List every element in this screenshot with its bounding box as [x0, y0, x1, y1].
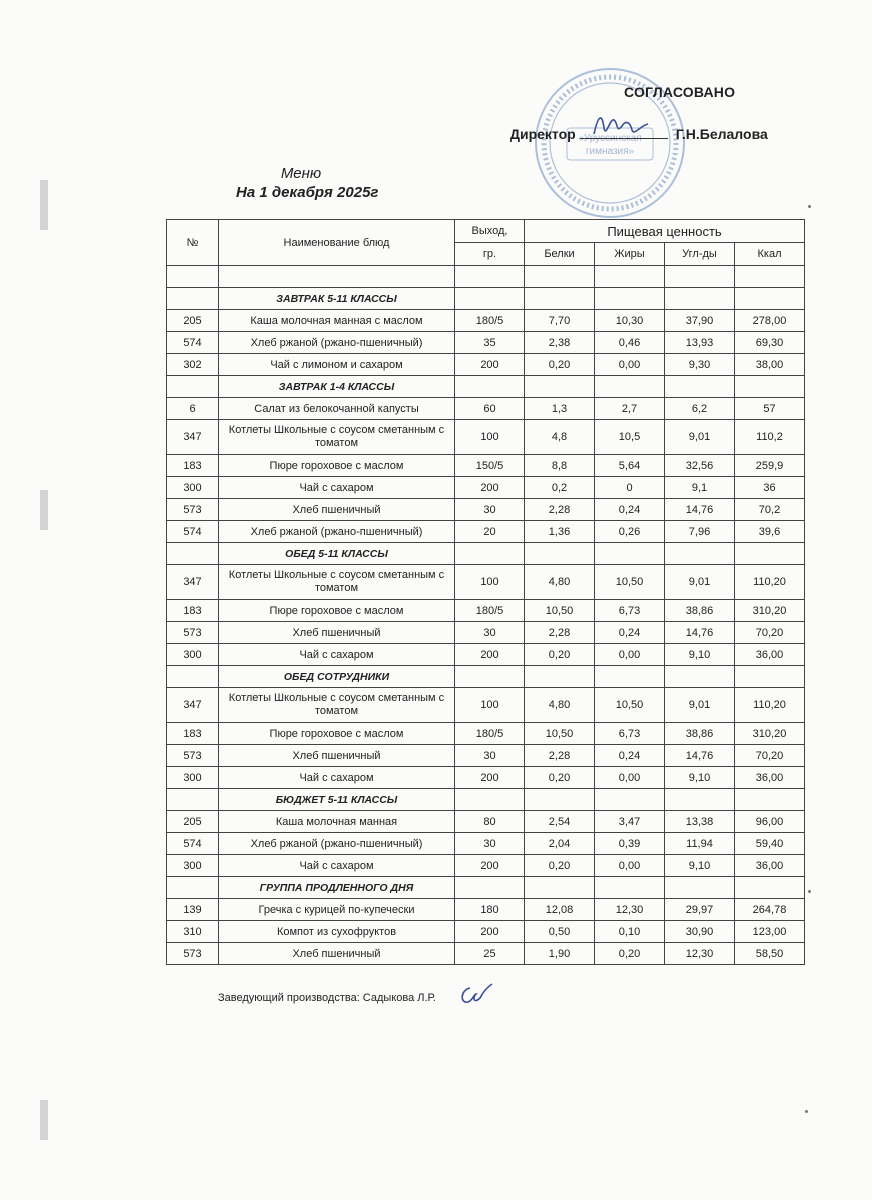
row-num: 139 [167, 899, 219, 921]
svg-text:«Уруссинская: «Уруссинская [578, 133, 642, 144]
dish-name: Хлеб пшеничный [219, 943, 455, 965]
menu-date: На 1 декабря 2025г [236, 184, 379, 201]
dish-carbs: 9,10 [665, 855, 735, 877]
dish-fat: 0,24 [595, 622, 665, 644]
empty-cell [455, 789, 525, 811]
dish-name: Чай с сахаром [219, 767, 455, 789]
dish-protein: 2,38 [525, 332, 595, 354]
dish-kcal: 36 [735, 477, 805, 499]
empty-cell [525, 288, 595, 310]
menu-heading [236, 164, 379, 202]
row-num: 310 [167, 921, 219, 943]
row-num: 347 [167, 565, 219, 600]
row-num: 574 [167, 833, 219, 855]
col-yield-unit: гр. [455, 243, 525, 266]
dish-protein: 10,50 [525, 723, 595, 745]
dish-yield: 30 [455, 833, 525, 855]
dish-protein: 2,28 [525, 622, 595, 644]
dish-carbs: 12,30 [665, 943, 735, 965]
row-num: 183 [167, 455, 219, 477]
scan-mark [40, 1100, 48, 1140]
dish-protein: 0,2 [525, 477, 595, 499]
dish-carbs: 6,2 [665, 398, 735, 420]
section-row [167, 543, 805, 565]
dish-name: Чай с сахаром [219, 855, 455, 877]
director-name: Г.Н.Белалова [675, 126, 768, 142]
empty-cell [167, 543, 219, 565]
scan-dot [808, 205, 811, 208]
table-row [167, 565, 805, 600]
dish-kcal: 70,2 [735, 499, 805, 521]
scan-dot [805, 1110, 808, 1113]
dish-carbs: 9,01 [665, 565, 735, 600]
dish-kcal: 36,00 [735, 767, 805, 789]
dish-fat: 0,46 [595, 332, 665, 354]
empty-cell [525, 266, 595, 288]
dish-name: Хлеб пшеничный [219, 745, 455, 767]
empty-cell [525, 376, 595, 398]
table-header-row [167, 220, 805, 243]
section-row [167, 789, 805, 811]
empty-cell [167, 666, 219, 688]
dish-yield: 180/5 [455, 723, 525, 745]
dish-carbs: 9,01 [665, 688, 735, 723]
director-label: Директор [510, 126, 576, 142]
empty-cell [595, 376, 665, 398]
dish-carbs: 32,56 [665, 455, 735, 477]
dish-fat: 10,5 [595, 420, 665, 455]
table-row [167, 600, 805, 622]
dish-yield: 200 [455, 921, 525, 943]
dish-kcal: 123,00 [735, 921, 805, 943]
empty-cell [167, 288, 219, 310]
empty-cell [735, 288, 805, 310]
dish-fat: 0,10 [595, 921, 665, 943]
section-row [167, 288, 805, 310]
col-name-header: Наименование блюд [219, 220, 455, 266]
dish-yield: 60 [455, 398, 525, 420]
dish-fat: 0,24 [595, 745, 665, 767]
dish-fat: 10,30 [595, 310, 665, 332]
scan-mark [40, 180, 48, 230]
empty-cell [665, 376, 735, 398]
dish-yield: 200 [455, 644, 525, 666]
dish-fat: 2,7 [595, 398, 665, 420]
dish-carbs: 7,96 [665, 521, 735, 543]
dish-name: Пюре гороховое с маслом [219, 600, 455, 622]
dish-yield: 80 [455, 811, 525, 833]
dish-protein: 7,70 [525, 310, 595, 332]
dish-protein: 4,80 [525, 565, 595, 600]
table-row [167, 310, 805, 332]
dish-kcal: 264,78 [735, 899, 805, 921]
empty-cell [525, 543, 595, 565]
dish-protein: 0,50 [525, 921, 595, 943]
section-title: ЗАВТРАК 5-11 КЛАССЫ [219, 288, 455, 310]
dish-protein: 2,28 [525, 745, 595, 767]
dish-name: Гречка с курицей по-купечески [219, 899, 455, 921]
table-row [167, 833, 805, 855]
empty-cell [167, 266, 219, 288]
dish-kcal: 36,00 [735, 644, 805, 666]
dish-kcal: 110,20 [735, 688, 805, 723]
empty-cell [665, 877, 735, 899]
dish-carbs: 14,76 [665, 499, 735, 521]
dish-kcal: 69,30 [735, 332, 805, 354]
dish-name: Чай с сахаром [219, 477, 455, 499]
menu-title: Меню [280, 165, 322, 182]
dish-carbs: 38,86 [665, 723, 735, 745]
empty-cell [167, 789, 219, 811]
section-title: ГРУППА ПРОДЛЕННОГО ДНЯ [219, 877, 455, 899]
dish-name: Салат из белокочанной капусты [219, 398, 455, 420]
dish-protein: 8,8 [525, 455, 595, 477]
dish-yield: 180/5 [455, 310, 525, 332]
dish-carbs: 9,30 [665, 354, 735, 376]
dish-fat: 12,30 [595, 899, 665, 921]
dish-fat: 0,00 [595, 354, 665, 376]
empty-cell [735, 543, 805, 565]
dish-protein: 1,36 [525, 521, 595, 543]
dish-yield: 30 [455, 745, 525, 767]
col-num-header: № [167, 220, 219, 266]
empty-cell [525, 666, 595, 688]
row-num: 347 [167, 420, 219, 455]
dish-carbs: 29,97 [665, 899, 735, 921]
dish-carbs: 11,94 [665, 833, 735, 855]
row-num: 205 [167, 811, 219, 833]
row-num: 302 [167, 354, 219, 376]
dish-fat: 3,47 [595, 811, 665, 833]
dish-carbs: 38,86 [665, 600, 735, 622]
section-title: БЮДЖЕТ 5-11 КЛАССЫ [219, 789, 455, 811]
col-carbs-header: Угл-ды [665, 243, 735, 266]
empty-cell [455, 266, 525, 288]
table-row [167, 899, 805, 921]
dish-kcal: 59,40 [735, 833, 805, 855]
dish-protein: 2,28 [525, 499, 595, 521]
dish-yield: 180/5 [455, 600, 525, 622]
dish-yield: 200 [455, 477, 525, 499]
row-num: 183 [167, 723, 219, 745]
dish-protein: 10,50 [525, 600, 595, 622]
dish-carbs: 9,01 [665, 420, 735, 455]
dish-name: Хлеб ржаной (ржано-пшеничный) [219, 332, 455, 354]
empty-cell [455, 543, 525, 565]
dish-name: Каша молочная манная с маслом [219, 310, 455, 332]
dish-yield: 25 [455, 943, 525, 965]
director-signature [588, 108, 652, 142]
table-row [167, 477, 805, 499]
dish-protein: 2,04 [525, 833, 595, 855]
dish-name: Котлеты Школьные с соусом сметанным с томатом [219, 420, 455, 455]
row-num: 574 [167, 521, 219, 543]
dish-name: Хлеб пшеничный [219, 499, 455, 521]
table-row [167, 745, 805, 767]
empty-cell [219, 266, 455, 288]
empty-cell [665, 288, 735, 310]
row-num: 573 [167, 745, 219, 767]
section-title: ОБЕД 5-11 КЛАССЫ [219, 543, 455, 565]
table-row [167, 855, 805, 877]
col-yield-header: Выход, [455, 220, 525, 243]
dish-protein: 0,20 [525, 767, 595, 789]
dish-carbs: 14,76 [665, 745, 735, 767]
dish-kcal: 57 [735, 398, 805, 420]
dish-kcal: 58,50 [735, 943, 805, 965]
dish-protein: 0,20 [525, 354, 595, 376]
dish-protein: 2,54 [525, 811, 595, 833]
row-num: 573 [167, 622, 219, 644]
dish-fat: 0,39 [595, 833, 665, 855]
dish-fat: 0 [595, 477, 665, 499]
empty-cell [595, 789, 665, 811]
dish-carbs: 9,10 [665, 644, 735, 666]
table-row [167, 332, 805, 354]
dish-yield: 20 [455, 521, 525, 543]
dish-kcal: 70,20 [735, 745, 805, 767]
dish-yield: 200 [455, 855, 525, 877]
menu-table-body [167, 266, 805, 965]
row-num: 6 [167, 398, 219, 420]
dish-fat: 10,50 [595, 688, 665, 723]
dish-yield: 150/5 [455, 455, 525, 477]
dish-name: Хлеб ржаной (ржано-пшеничный) [219, 833, 455, 855]
row-num: 300 [167, 855, 219, 877]
table-row [167, 354, 805, 376]
dish-name: Хлеб ржаной (ржано-пшеничный) [219, 521, 455, 543]
empty-cell [525, 877, 595, 899]
dish-fat: 0,00 [595, 644, 665, 666]
dish-carbs: 37,90 [665, 310, 735, 332]
dish-yield: 30 [455, 622, 525, 644]
empty-cell [595, 288, 665, 310]
dish-protein: 0,20 [525, 855, 595, 877]
table-row [167, 767, 805, 789]
dish-kcal: 36,00 [735, 855, 805, 877]
dish-kcal: 278,00 [735, 310, 805, 332]
dish-kcal: 70,20 [735, 622, 805, 644]
dish-protein: 4,8 [525, 420, 595, 455]
row-num: 300 [167, 767, 219, 789]
dish-name: Каша молочная манная [219, 811, 455, 833]
empty-cell [735, 666, 805, 688]
dish-yield: 200 [455, 354, 525, 376]
row-num: 573 [167, 499, 219, 521]
approval-title: СОГЛАСОВАНО [624, 84, 736, 100]
empty-cell [665, 666, 735, 688]
dish-fat: 0,26 [595, 521, 665, 543]
dish-kcal: 38,00 [735, 354, 805, 376]
table-row [167, 398, 805, 420]
scan-dot [808, 890, 811, 893]
row-num: 300 [167, 477, 219, 499]
empty-cell [455, 877, 525, 899]
dish-fat: 6,73 [595, 723, 665, 745]
empty-cell [665, 266, 735, 288]
empty-cell [167, 376, 219, 398]
dish-fat: 0,00 [595, 855, 665, 877]
section-row [167, 877, 805, 899]
table-row [167, 723, 805, 745]
section-title: ОБЕД СОТРУДНИКИ [219, 666, 455, 688]
col-kcal-header: Ккал [735, 243, 805, 266]
dish-yield: 100 [455, 565, 525, 600]
empty-cell [455, 376, 525, 398]
table-row [167, 521, 805, 543]
dish-yield: 100 [455, 420, 525, 455]
dish-carbs: 14,76 [665, 622, 735, 644]
footer-signature-label: Заведующий производства: Садыкова Л.Р. [218, 992, 436, 1004]
dish-protein: 0,20 [525, 644, 595, 666]
section-row [167, 666, 805, 688]
dish-kcal: 259,9 [735, 455, 805, 477]
table-row [167, 644, 805, 666]
dish-kcal: 310,20 [735, 723, 805, 745]
table-row [167, 943, 805, 965]
dish-carbs: 9,10 [665, 767, 735, 789]
row-num: 347 [167, 688, 219, 723]
dish-yield: 30 [455, 499, 525, 521]
empty-cell [735, 376, 805, 398]
empty-cell [735, 877, 805, 899]
section-title: ЗАВТРАК 1-4 КЛАССЫ [219, 376, 455, 398]
row-num: 573 [167, 943, 219, 965]
dish-fat: 0,24 [595, 499, 665, 521]
empty-cell [595, 543, 665, 565]
empty-cell [167, 877, 219, 899]
dish-name: Чай с лимоном и сахаром [219, 354, 455, 376]
empty-cell [735, 266, 805, 288]
dish-kcal: 110,20 [735, 565, 805, 600]
dish-fat: 10,50 [595, 565, 665, 600]
empty-cell [455, 666, 525, 688]
manager-signature [456, 980, 496, 1010]
table-row [167, 811, 805, 833]
dish-fat: 5,64 [595, 455, 665, 477]
empty-cell [595, 266, 665, 288]
empty-cell [735, 789, 805, 811]
table-row [167, 622, 805, 644]
dish-name: Котлеты Школьные с соусом сметанным с томатом [219, 688, 455, 723]
dish-name: Компот из сухофруктов [219, 921, 455, 943]
dish-fat: 0,00 [595, 767, 665, 789]
row-num: 300 [167, 644, 219, 666]
table-row [167, 455, 805, 477]
dish-yield: 100 [455, 688, 525, 723]
dish-name: Хлеб пшеничный [219, 622, 455, 644]
empty-cell [595, 877, 665, 899]
dish-fat: 6,73 [595, 600, 665, 622]
empty-cell [665, 789, 735, 811]
table-row [167, 688, 805, 723]
dish-name: Пюре гороховое с маслом [219, 455, 455, 477]
dish-yield: 35 [455, 332, 525, 354]
empty-cell [525, 789, 595, 811]
dish-carbs: 13,38 [665, 811, 735, 833]
row-num: 183 [167, 600, 219, 622]
dish-fat: 0,20 [595, 943, 665, 965]
empty-cell [595, 666, 665, 688]
svg-text:гимназия»: гимназия» [585, 146, 635, 157]
dish-yield: 200 [455, 767, 525, 789]
col-nutrition-header: Пищевая ценность [525, 220, 805, 243]
dish-protein: 12,08 [525, 899, 595, 921]
dish-name: Пюре гороховое с маслом [219, 723, 455, 745]
dish-kcal: 96,00 [735, 811, 805, 833]
section-row [167, 376, 805, 398]
empty-cell [455, 288, 525, 310]
spacer-row [167, 266, 805, 288]
dish-kcal: 310,20 [735, 600, 805, 622]
empty-cell [665, 543, 735, 565]
dish-kcal: 39,6 [735, 521, 805, 543]
row-num: 574 [167, 332, 219, 354]
dish-kcal: 110,2 [735, 420, 805, 455]
dish-name: Котлеты Школьные с соусом сметанным с томатом [219, 565, 455, 600]
menu-table [166, 219, 805, 965]
dish-protein: 1,90 [525, 943, 595, 965]
row-num: 205 [167, 310, 219, 332]
table-row [167, 499, 805, 521]
dish-protein: 4,80 [525, 688, 595, 723]
col-protein-header: Белки [525, 243, 595, 266]
table-row [167, 420, 805, 455]
col-fat-header: Жиры [595, 243, 665, 266]
dish-carbs: 30,90 [665, 921, 735, 943]
dish-carbs: 13,93 [665, 332, 735, 354]
dish-yield: 180 [455, 899, 525, 921]
dish-protein: 1,3 [525, 398, 595, 420]
scan-mark [40, 490, 48, 530]
dish-name: Чай с сахаром [219, 644, 455, 666]
table-row [167, 921, 805, 943]
dish-carbs: 9,1 [665, 477, 735, 499]
